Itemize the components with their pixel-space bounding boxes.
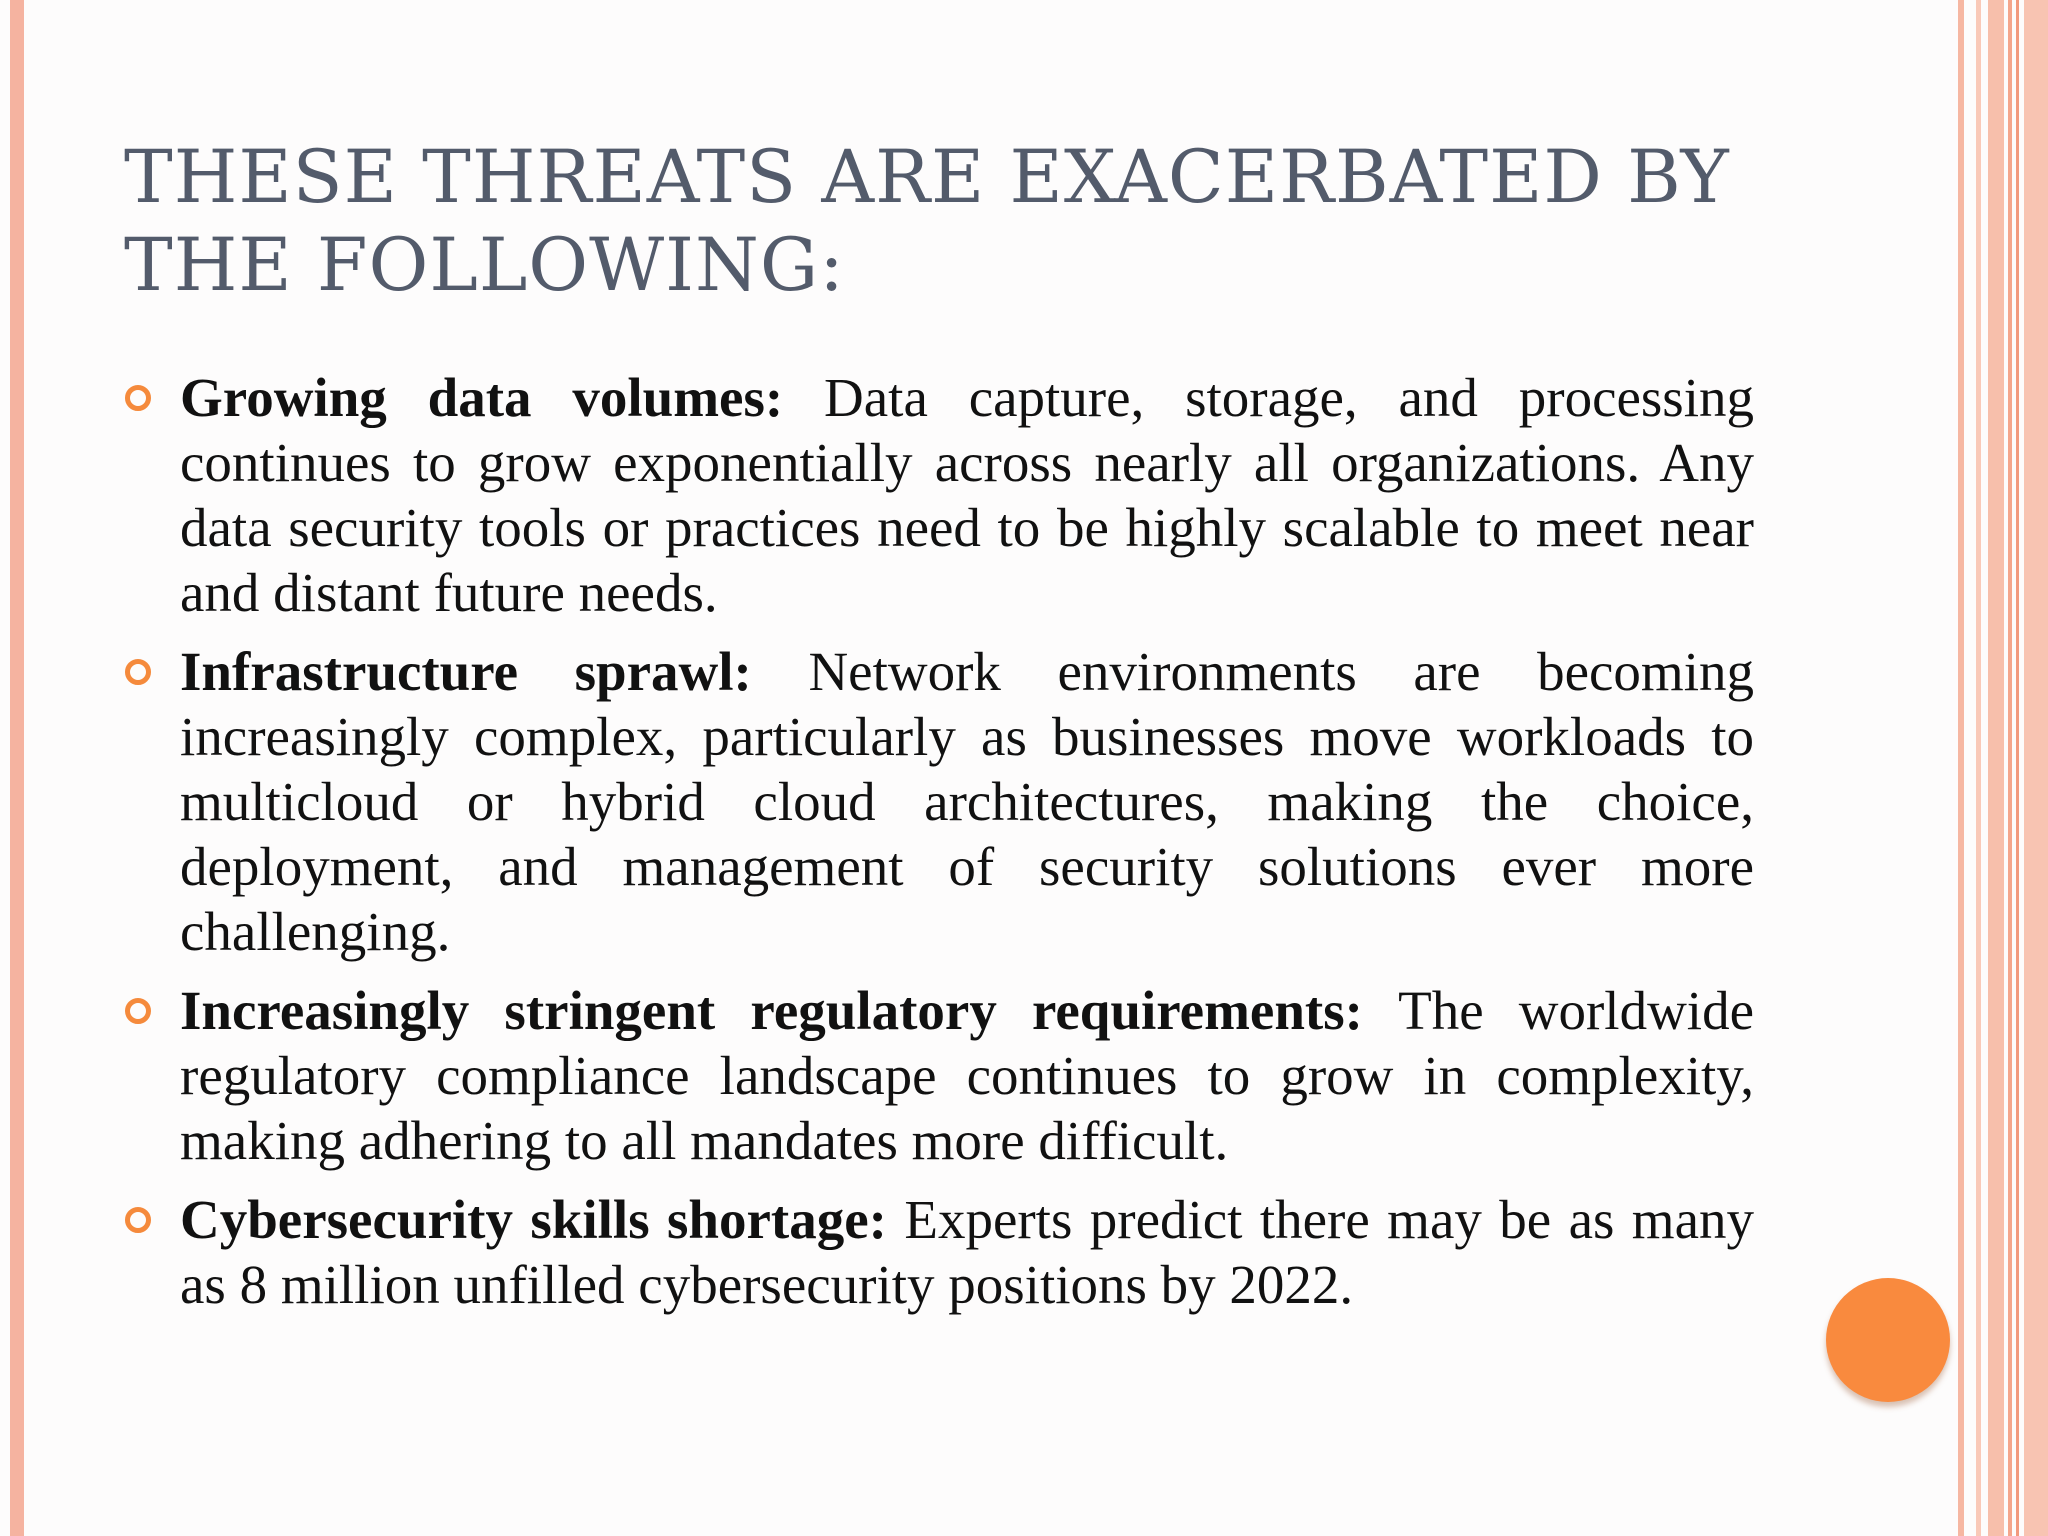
bullet-item	[180, 365, 1754, 625]
bullet-term: Infrastructure sprawl:	[180, 641, 809, 702]
decorative-circle	[1826, 1278, 1950, 1402]
bullet-text: Data capture, storage, and processing continues to grow exponentially across nearly all organizations. Any data security tools or practices need to be highly scalable to meet near and distant future needs.	[180, 367, 1754, 623]
bullet-item	[180, 1187, 1754, 1317]
stripe	[2008, 0, 2012, 1536]
bullet-item	[180, 978, 1754, 1173]
bullet-ring-icon	[125, 659, 151, 685]
bullet-term: Growing data volumes:	[180, 367, 825, 428]
bullet-item	[180, 639, 1754, 964]
slide-title: THESE THREATS ARE EXACERBATED BY THE FOLLOWING:	[124, 135, 1730, 308]
bullet-text: Experts predict there may be as many as 8 million unfilled cybersecurity positions by 2022.	[180, 1189, 1754, 1315]
bullet-text: The worldwide regulatory compliance landscape continues to grow in complexity, making adhering to all mandates more difficult.	[180, 980, 1754, 1171]
bullet-ring-icon	[125, 385, 151, 411]
bullet-ring-icon	[125, 1207, 151, 1233]
stripe	[1958, 0, 1964, 1536]
right-decorative-stripes	[1958, 0, 2048, 1536]
bullet-term: Increasingly stringent regulatory requirements:	[180, 980, 1399, 1041]
stripe	[2024, 0, 2048, 1536]
bullet-term: Cybersecurity skills shortage:	[180, 1189, 905, 1250]
bullet-list	[180, 365, 1754, 1331]
stripe	[1988, 0, 2004, 1536]
stripe	[2016, 0, 2019, 1536]
bullet-ring-icon	[125, 998, 151, 1024]
stripe	[1976, 0, 1981, 1536]
bullet-text: Network environments are becoming increasingly complex, particularly as businesses move workloads to multicloud or hybrid cloud architectures, making the choice, deployment, and management of security solutions ever more challenging.	[180, 641, 1754, 962]
left-accent-bar	[10, 0, 24, 1536]
